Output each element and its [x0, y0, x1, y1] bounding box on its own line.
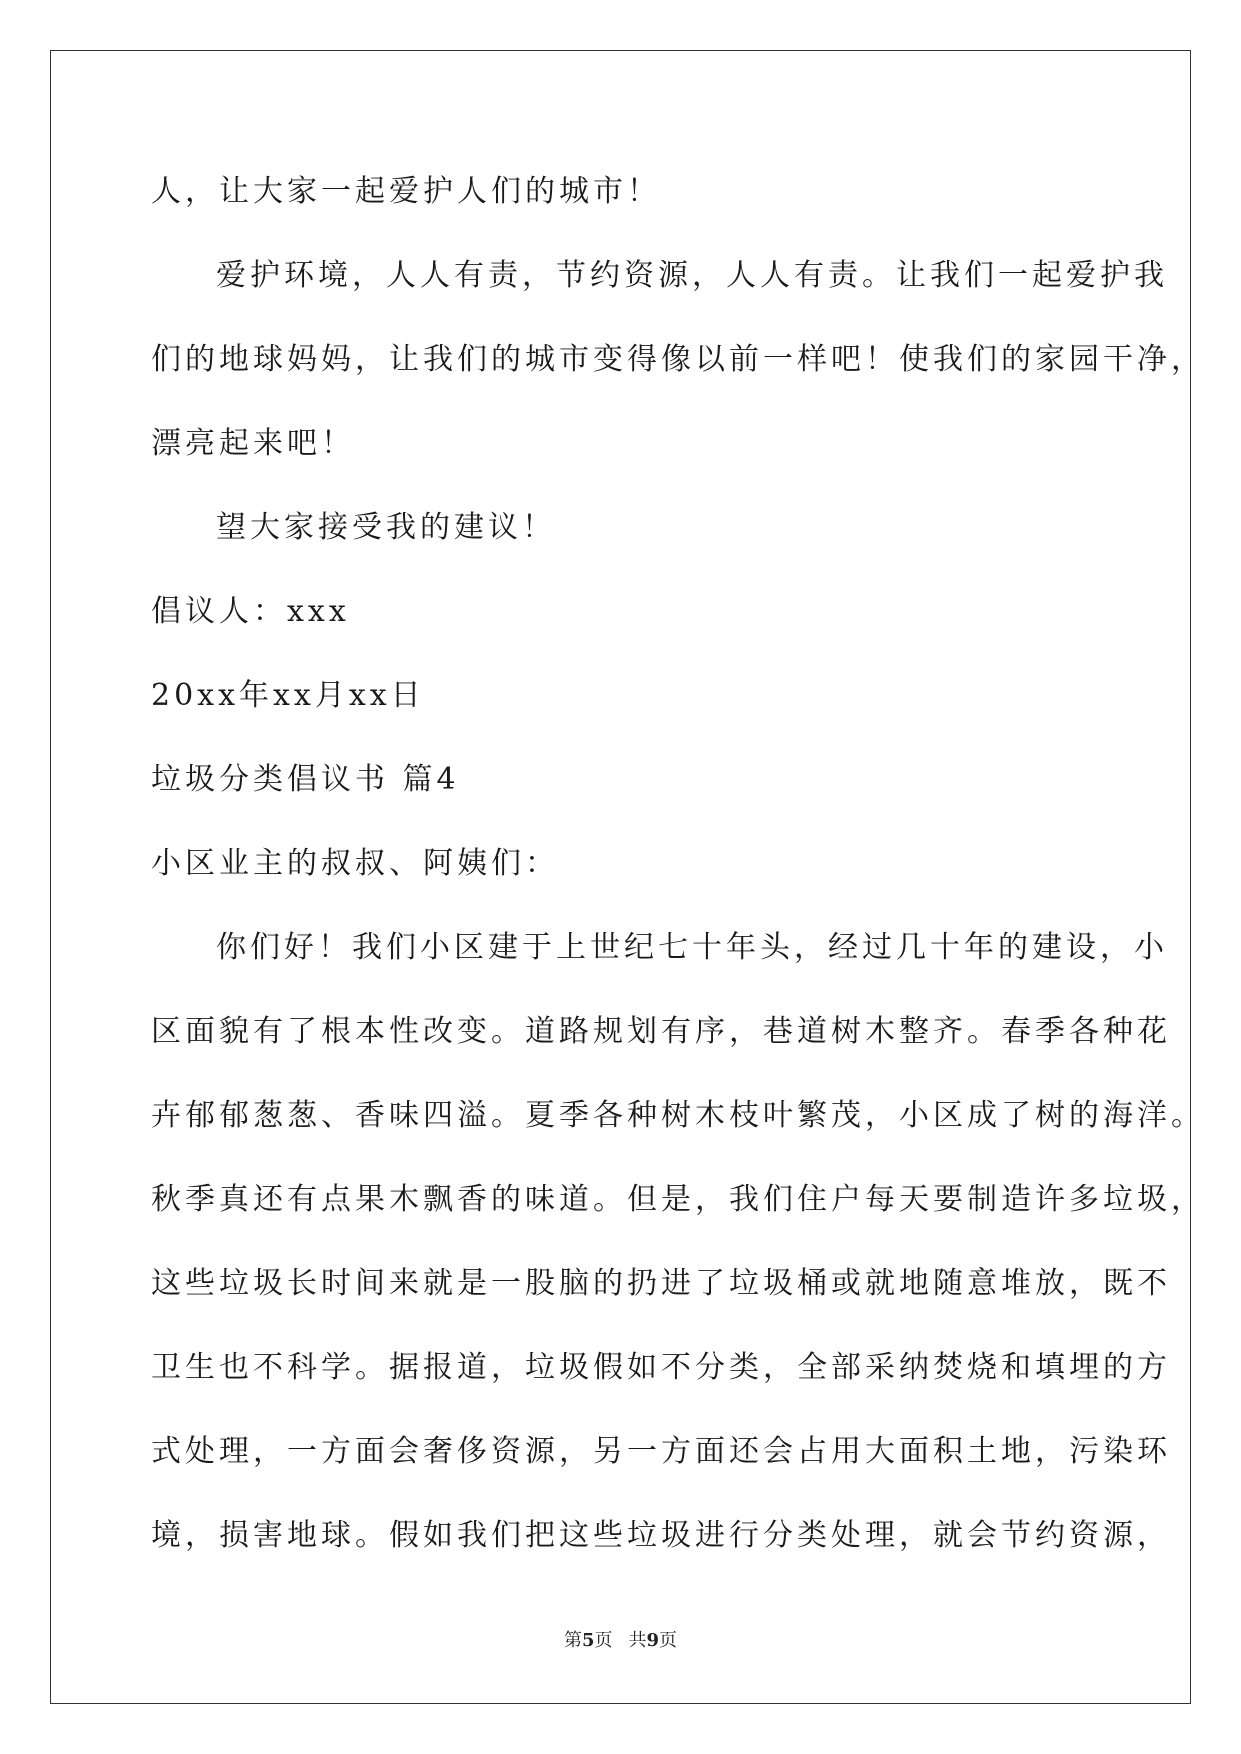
- document-body: [151, 160, 1205, 1588]
- footer-total-prefix: 共: [628, 1630, 647, 1651]
- text-line: 垃圾分类倡议书 篇4: [151, 762, 460, 797]
- text-line: 你们好！我们小区建于上世纪七十年头，经过几十年的建设，小: [216, 930, 1168, 965]
- footer-total-pages: 9: [646, 1630, 660, 1651]
- footer-current-page: 5: [581, 1630, 595, 1651]
- text-line: 漂亮起来吧！: [151, 426, 355, 461]
- text-line: 秋季真还有点果木飘香的味道。但是，我们住户每天要制造许多垃圾，: [151, 1182, 1205, 1217]
- text-line: 卉郁郁葱葱、香味四溢。夏季各种树木枝叶繁茂，小区成了树的海洋。: [151, 1098, 1205, 1133]
- text-line: 境，损害地球。假如我们把这些垃圾进行分类处理，就会节约资源，: [151, 1518, 1171, 1553]
- text-line: 20xx年xx月xx日: [151, 678, 425, 713]
- text-line: 望大家接受我的建议！: [216, 510, 556, 545]
- text-line: 式处理，一方面会奢侈资源，另一方面还会占用大面积土地，污染环: [151, 1434, 1171, 1469]
- text-line: 们的地球妈妈，让我们的城市变得像以前一样吧！使我们的家园干净，: [151, 342, 1205, 377]
- text-line: 小区业主的叔叔、阿姨们：: [151, 846, 559, 881]
- text-line: 爱护环境，人人有责，节约资源，人人有责。让我们一起爱护我: [216, 258, 1168, 293]
- text-line: 卫生也不科学。据报道，垃圾假如不分类，全部采纳焚烧和填埋的方: [151, 1350, 1171, 1385]
- text-line: 人，让大家一起爱护人们的城市！: [151, 174, 661, 209]
- page-footer: [0, 1626, 1241, 1652]
- text-line: 这些垃圾长时间来就是一股脑的扔进了垃圾桶或就地随意堆放，既不: [151, 1266, 1171, 1301]
- footer-total-suffix: 页: [659, 1630, 678, 1651]
- footer-page-prefix: 第: [563, 1630, 582, 1651]
- footer-page-suffix: 页: [594, 1630, 613, 1651]
- text-line: 倡议人：xxx: [151, 594, 350, 629]
- text-line: 区面貌有了根本性改变。道路规划有序，巷道树木整齐。春季各种花: [151, 1014, 1171, 1049]
